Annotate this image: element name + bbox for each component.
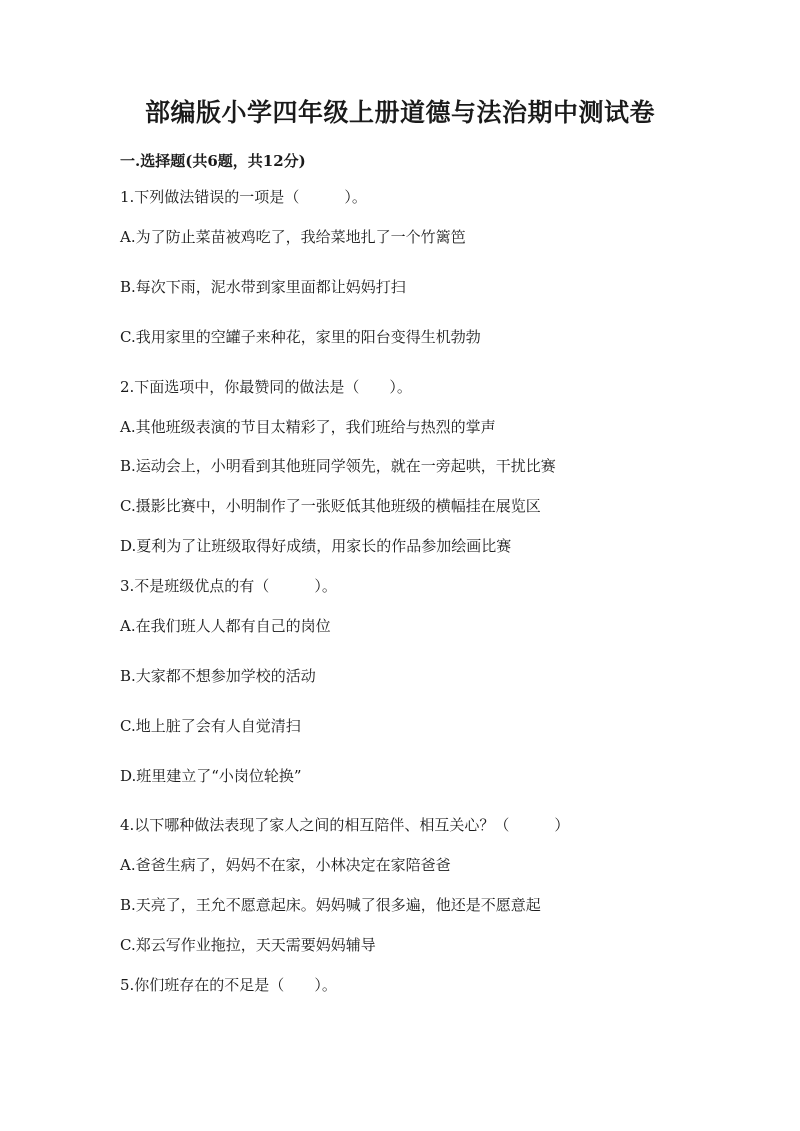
question-5-stem: 5.你们班存在的不足是（ ）。 [120, 976, 337, 994]
question-1-option-c: C.我用家里的空罐子来种花，家里的阳台变得生机勃勃 [120, 328, 481, 346]
question-2-option-c: C.摄影比赛中，小明制作了一张贬低其他班级的横幅挂在展览区 [120, 497, 541, 515]
question-4-option-c: C.郑云写作业拖拉，天天需要妈妈辅导 [120, 936, 376, 954]
question-4-stem: 4.以下哪种做法表现了家人之间的相互陪伴、相互关心？（ ） [120, 816, 570, 834]
question-3-stem: 3.不是班级优点的有（ ）。 [120, 577, 337, 595]
question-1-stem: 1.下列做法错误的一项是（ ）。 [120, 188, 367, 206]
question-4-option-a: A.爸爸生病了，妈妈不在家，小林决定在家陪爸爸 [120, 856, 451, 874]
question-2-option-b: B.运动会上，小明看到其他班同学领先，就在一旁起哄，干扰比赛 [120, 457, 556, 475]
exam-title: 部编版小学四年级上册道德与法治期中测试卷 [144, 98, 655, 127]
question-3-option-c: C.地上脏了会有人自觉清扫 [120, 717, 301, 735]
section-header: 一.选择题(共6题，共12分) [120, 152, 306, 170]
question-3-option-b: B.大家都不想参加学校的活动 [120, 667, 316, 685]
question-1-option-b: B.每次下雨，泥水带到家里面都让妈妈打扫 [120, 278, 406, 296]
question-2-option-a: A.其他班级表演的节目太精彩了，我们班给与热烈的掌声 [120, 418, 496, 436]
question-2-option-d: D.夏利为了让班级取得好成绩，用家长的作品参加绘画比赛 [120, 537, 512, 555]
question-2-stem: 2.下面选项中，你最赞同的做法是（ ）。 [120, 378, 412, 396]
question-3-option-a: A.在我们班人人都有自己的岗位 [120, 617, 331, 635]
question-3-option-d: D.班里建立了“小岗位轮换” [120, 767, 302, 785]
question-1-option-a: A.为了防止菜苗被鸡吃了，我给菜地扎了一个竹篱笆 [120, 228, 466, 246]
question-4-option-b: B.天亮了，王允不愿意起床。妈妈喊了很多遍，他还是不愿意起 [120, 896, 541, 914]
